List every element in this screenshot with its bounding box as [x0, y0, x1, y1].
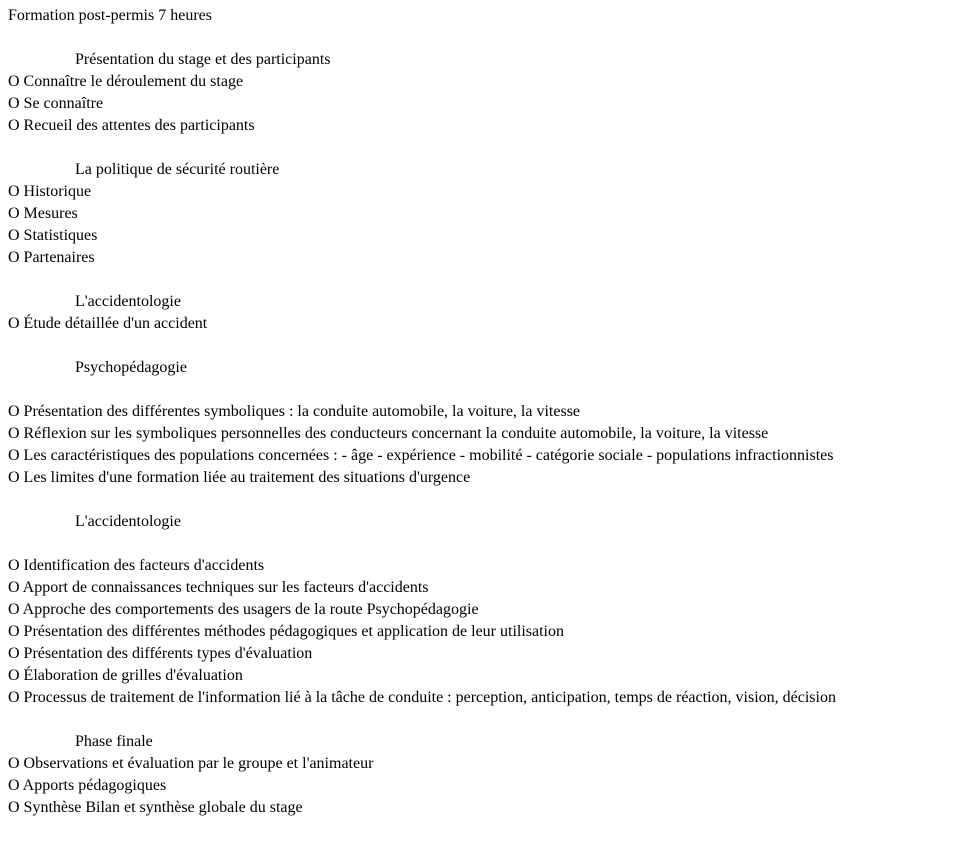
spacer: [8, 489, 943, 511]
list-item: O Identification des facteurs d'accidents: [8, 557, 265, 574]
document-body: [8, 5, 943, 819]
section-politique: [8, 159, 943, 269]
list-item: O Historique: [8, 183, 92, 200]
list-item: O Connaître le déroulement du stage: [8, 73, 244, 90]
list-item: O Approche des comportements des usagers de la route Psychopédagogie: [8, 601, 479, 618]
section-heading: Présentation du stage et des participants: [75, 51, 331, 68]
list-item: O Statistiques: [8, 227, 98, 244]
section-heading: La politique de sécurité routière: [75, 161, 280, 178]
list-item: O Se connaître: [8, 95, 104, 112]
list-item: O Apports pédagogiques: [8, 777, 167, 794]
list-item: O Partenaires: [8, 249, 95, 266]
spacer: [8, 269, 943, 291]
spacer: [8, 27, 943, 49]
section-accidentologie-2: [8, 511, 943, 709]
list-item: O Synthèse Bilan et synthèse globale du stage: [8, 799, 303, 816]
document-title: Formation post-permis 7 heures: [8, 7, 212, 24]
spacer: [8, 137, 943, 159]
list-item: O Observations et évaluation par le groupe et l'animateur: [8, 755, 374, 772]
list-item: O Recueil des attentes des participants: [8, 117, 255, 134]
section-heading: L'accidentologie: [75, 513, 181, 530]
section-heading: Psychopédagogie: [75, 359, 187, 376]
section-heading: Phase finale: [75, 733, 153, 750]
section-phase-finale: [8, 731, 943, 819]
list-item: O Étude détaillée d'un accident: [8, 315, 208, 332]
section-heading: L'accidentologie: [75, 293, 181, 310]
list-item: O Processus de traitement de l'information lié à la tâche de conduite : perception, anticipation, temps de réaction, vision, décision: [8, 689, 836, 706]
spacer: [8, 709, 943, 731]
list-item: O Réflexion sur les symboliques personnelles des conducteurs concernant la conduite automobile, la voiture, la vitesse: [8, 425, 769, 442]
list-item: O Mesures: [8, 205, 78, 222]
spacer: [8, 533, 943, 555]
list-item: O Les limites d'une formation liée au traitement des situations d'urgence: [8, 469, 471, 486]
list-item: O Les caractéristiques des populations concernées : - âge - expérience - mobilité - catégorie sociale - populations infractionnistes: [8, 447, 834, 464]
spacer: [8, 379, 943, 401]
section-accidentologie-1: [8, 291, 943, 335]
section-psychopedagogie: [8, 357, 943, 489]
spacer: [8, 335, 943, 357]
list-item: O Présentation des différents types d'évaluation: [8, 645, 313, 662]
section-presentation: [8, 49, 943, 137]
list-item: O Présentation des différentes symboliques : la conduite automobile, la voiture, la vitesse: [8, 403, 581, 420]
list-item: O Présentation des différentes méthodes pédagogiques et application de leur utilisation: [8, 623, 564, 640]
list-item: O Élaboration de grilles d'évaluation: [8, 667, 243, 684]
list-item: O Apport de connaissances techniques sur les facteurs d'accidents: [8, 579, 429, 596]
